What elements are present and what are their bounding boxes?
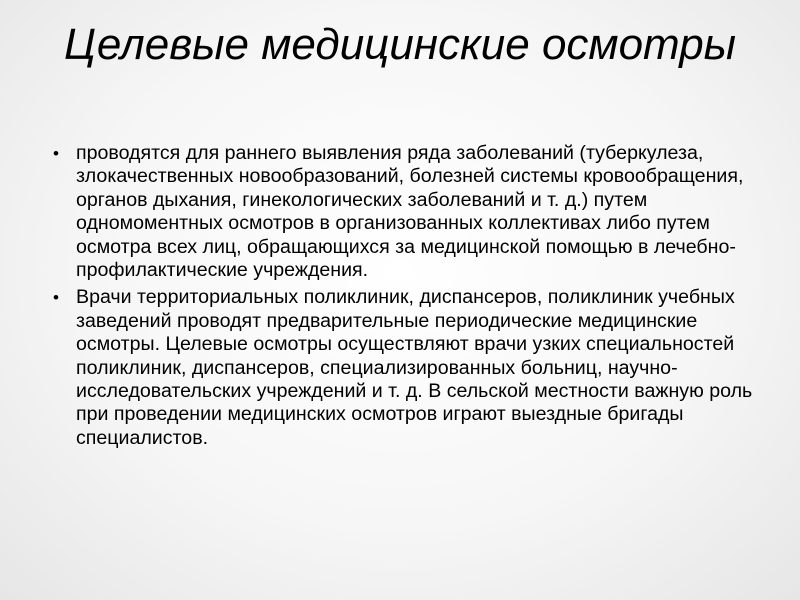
bullet-list [52,142,764,454]
bullet-item [52,142,764,282]
slide-title: Целевые медицинские осмотры [63,20,737,69]
bullet-dot-icon: • [53,144,59,163]
bullet-dot-icon: • [53,288,59,308]
bullet-item [52,286,764,450]
bullet-text: Врачи территориальных поликлиник, диспансеров, поликлиник учебных заведений проводят предварительные периодические медицинские осмотры. Целевые осмотры осуществляют врачи узких специальностей поликлиник, диспансеров, специализированных больниц, научно-исследовательских учреждений и т. д. В сельской местности важную роль при проведении медицинских осмотров играют выездные бригады специалистов. [76,286,753,449]
bullet-text: проводятся для раннего выявления ряда заболеваний (туберкулеза, злокачественных новообразований, болезней системы кровообращения, органов дыхания, гинекологических заболеваний и т. д.) путем одномоментных осмотров в организованных коллективах либо путем осмотра всех лиц, обращающихся за медицинской помощью в лечебно-профилактические учреждения. [76,142,744,282]
